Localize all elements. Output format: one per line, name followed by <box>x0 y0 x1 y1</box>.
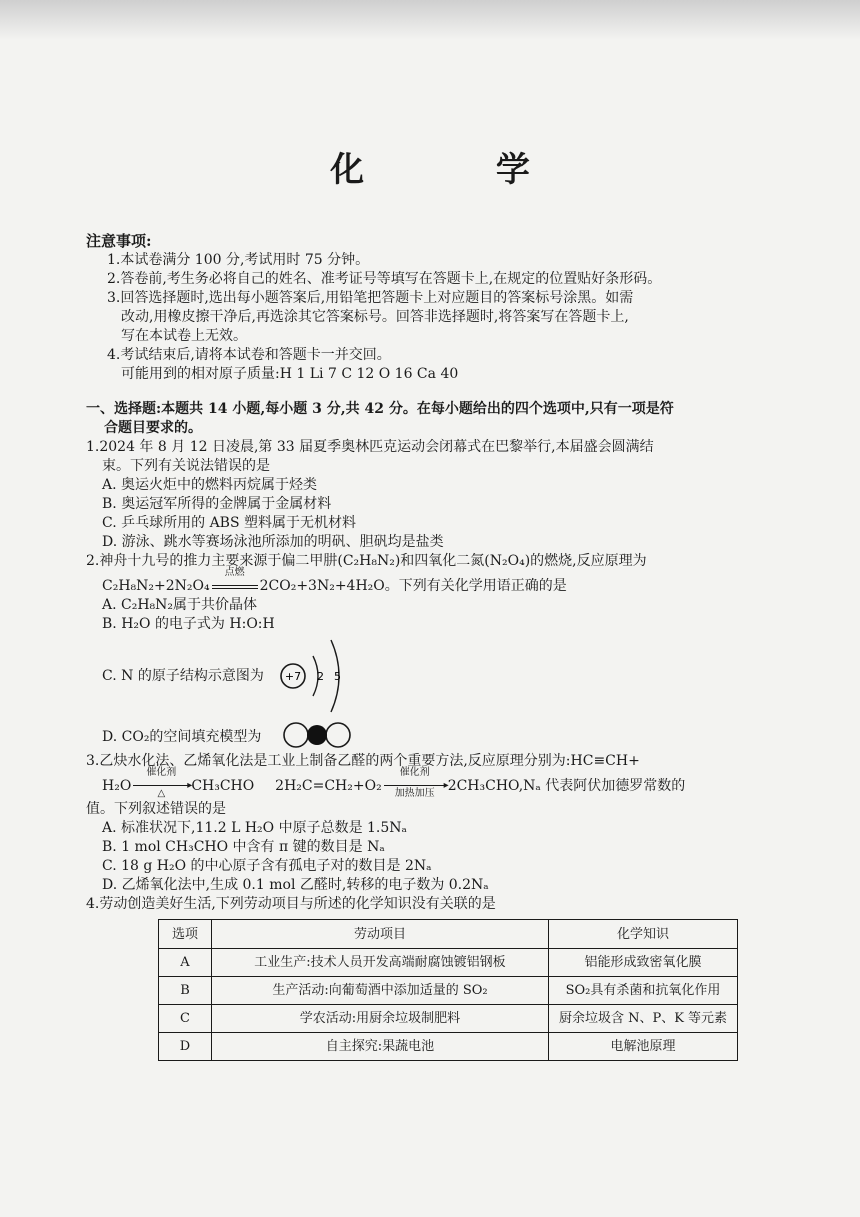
q2-option-d-label: D. CO₂的空间填充模型为 <box>102 729 262 745</box>
note-3-cont-2: 写在本试卷上无效。 <box>121 328 247 344</box>
shell-2-electrons: 5 <box>334 670 341 683</box>
q3-reactions <box>86 767 766 799</box>
table-cell: 工业生产:技术人员开发高端耐腐蚀镀铝钢板 <box>212 949 549 977</box>
q3-r1-left: H₂O <box>102 778 132 794</box>
note-3: 3.回答选择题时,选出每小题答案后,用铅笔把答题卡上对应题目的答案标号涂黑。如需 <box>107 290 634 306</box>
question-2 <box>86 552 766 752</box>
q2-option-a: A. C₂H₈N₂属于共价晶体 <box>102 597 258 613</box>
table-cell: D <box>159 1033 212 1061</box>
q1-option-c: C. 乒乓球所用的 ABS 塑料属于无机材料 <box>102 515 357 531</box>
q2-eq-condition: 点燃 <box>224 567 245 578</box>
q2-option-c-label: C. N 的原子结构示意图为 <box>102 668 264 684</box>
q3-option-b: B. 1 mol CH₃CHO 中含有 π 键的数目是 Nₐ <box>102 839 385 855</box>
section-line-2: 合题目要求的。 <box>104 420 202 436</box>
q2-eq-right: 2CO₂+3N₂+4H₂O。下列有关化学用语正确的是 <box>259 578 567 594</box>
double-line-arrow <box>212 567 258 593</box>
q3-stem-cont: 值。下列叙述错误的是 <box>86 801 226 817</box>
exam-content <box>86 232 766 1061</box>
q3-stem: 3.乙炔水化法、乙烯氧化法是工业上制备乙醛的两个重要方法,反应原理分别为:HC≡CH+ <box>86 753 640 769</box>
q4-stem: 4.劳动创造美好生活,下列劳动项目与所述的化学知识没有关联的是 <box>86 896 496 912</box>
q2-stem: 2.神舟十九号的推力主要来源于偏二甲肼(C₂H₈N₂)和四氧化二氮(N₂O₄)的燃烧,反应原理为 <box>86 553 647 569</box>
co2-space-filling-model <box>282 720 352 750</box>
table-header: 选项 <box>159 920 212 949</box>
reaction-arrow-2: 催化剂 ▸ 加热加压 <box>384 779 446 793</box>
q3-r2-condition: 加热加压 <box>394 788 435 799</box>
table-cell: 铝能形成致密氧化膜 <box>549 949 738 977</box>
reaction-arrow-1: 催化剂 ▸ △ <box>133 779 189 793</box>
q1-option-b: B. 奥运冠军所得的金牌属于金属材料 <box>102 496 332 512</box>
note-2: 2.答卷前,考生务必将自己的姓名、准考证号等填写在答题卡上,在规定的位置贴好条形码。 <box>107 271 662 287</box>
q3-r1-catalyst: 催化剂 <box>146 767 177 778</box>
table-header: 化学知识 <box>549 920 738 949</box>
table-cell: 厨余垃圾含 N、P、K 等元素 <box>549 1005 738 1033</box>
question-1 <box>86 438 766 552</box>
table-cell: C <box>159 1005 212 1033</box>
q2-eq-left: C₂H₈N₂+2N₂O₄ <box>102 578 210 594</box>
note-4: 4.考试结束后,请将本试卷和答题卡一并交回。 <box>107 347 391 363</box>
q3-r1-heat: △ <box>157 788 166 799</box>
q2-option-b: B. H₂O 的电子式为 H:O:H <box>102 616 275 632</box>
table-cell: A <box>159 949 212 977</box>
q2-equation <box>86 567 766 596</box>
table-cell: 生产活动:向葡萄酒中添加适量的 SO₂ <box>212 977 549 1005</box>
atomic-masses: 可能用到的相对原子质量:H 1 Li 7 C 12 O 16 Ca 40 <box>121 366 459 382</box>
nitrogen-atom-diagram <box>279 634 359 718</box>
table-row <box>159 1033 738 1061</box>
table-row <box>159 977 738 1005</box>
table-cell: 电解池原理 <box>549 1033 738 1061</box>
table-header: 劳动项目 <box>212 920 549 949</box>
question-3 <box>86 752 766 895</box>
nucleus-charge: +7 <box>284 670 302 683</box>
table-header-row <box>159 920 738 949</box>
q2-option-d <box>86 718 766 752</box>
table-row <box>159 949 738 977</box>
q3-r2-catalyst: 催化剂 <box>399 767 430 778</box>
q1-option-a: A. 奥运火炬中的燃料丙烷属于烃类 <box>102 477 318 493</box>
section-line-1: 一、选择题:本题共 14 小题,每小题 3 分,共 42 分。在每小题给出的四个选项中,只有一项是符 <box>86 401 674 417</box>
q3-option-a: A. 标准状况下,11.2 L H₂O 中原子总数是 1.5Nₐ <box>102 820 407 836</box>
scan-shadow <box>0 0 860 40</box>
question-4 <box>86 895 766 1061</box>
table-row <box>159 1005 738 1033</box>
q1-stem-cont: 束。下列有关说法错误的是 <box>102 458 270 474</box>
q2-option-c <box>86 634 766 718</box>
q1-stem: 1.2024 年 8 月 12 日凌晨,第 33 届夏季奥林匹克运动会闭幕式在巴黎举行,本届盛会圆满结 <box>86 439 654 455</box>
q1-option-d: D. 游泳、跳水等赛场泳池所添加的明矾、胆矾均是盐类 <box>102 534 444 550</box>
table-cell: 自主探究:果蔬电池 <box>212 1033 549 1061</box>
q3-r2-left: 2H₂C=CH₂+O₂ <box>275 778 382 794</box>
q3-r2-right: 2CH₃CHO,Nₐ 代表阿伏加德罗常数的 <box>447 778 686 794</box>
q3-option-c: C. 18 g H₂O 的中心原子含有孤电子对的数目是 2Nₐ <box>102 858 432 874</box>
table-cell: B <box>159 977 212 1005</box>
table-cell: 学农活动:用厨余垃圾制肥料 <box>212 1005 549 1033</box>
table-cell: SO₂具有杀菌和抗氧化作用 <box>549 977 738 1005</box>
q3-r1-right: CH₃CHO <box>191 778 255 794</box>
page-title: 化 学 <box>330 150 590 190</box>
q3-option-d: D. 乙烯氧化法中,生成 0.1 mol 乙醛时,转移的电子数为 0.2Nₐ <box>102 877 489 893</box>
section-heading <box>86 400 766 438</box>
note-3-cont-1: 改动,用橡皮擦干净后,再选涂其它答案标号。回答非选择题时,将答案写在答题卡上, <box>121 309 629 325</box>
note-1: 1.本试卷满分 100 分,考试用时 75 分钟。 <box>107 252 370 268</box>
notes-heading: 注意事项: <box>86 232 152 250</box>
shell-1-electrons: 2 <box>317 670 324 683</box>
knowledge-table <box>158 919 738 1061</box>
